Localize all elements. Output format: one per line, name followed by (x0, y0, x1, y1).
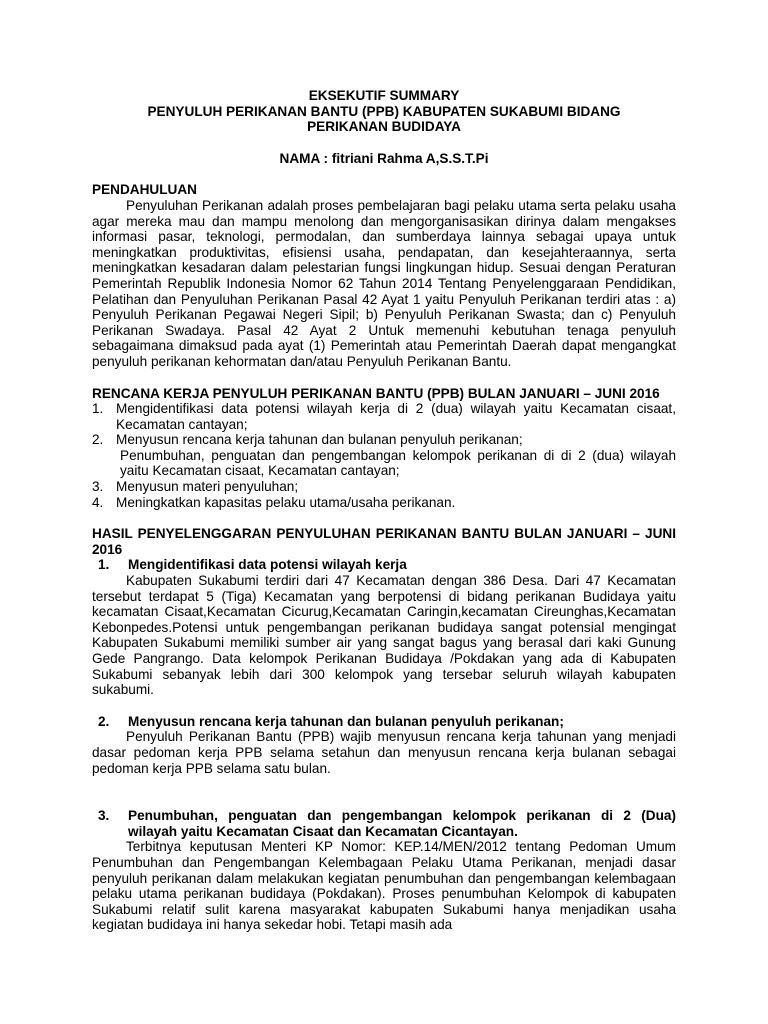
subheading-number: 3. (98, 808, 110, 824)
hasil-body-2: Penyuluh Perikanan Bantu (PPB) wajib menyusun rencana kerja tahunan yang menjadi dasar pedoman kerja PPB selama setahun dan menyusun rencana kerja bulanan sebagai pedoman kerja PPB selama satu bulan. (92, 729, 676, 776)
list-item-text: Meningkatkan kapasitas pelaku utama/usaha perikanan. (116, 494, 456, 510)
hasil-body-3: Terbitnya keputusan Menteri KP Nomor: KEP.14/MEN/2012 tentang Pedoman Umum Penumbuhan dan Pengembangan Kelembagaan Pelaku Utama Perikanan, menjadi dasar penyuluh perikanan dalam melakukan kegiatan penumbuhan dan pengembangan kelembagaan pelaku utama perikanan budidaya (Pokdakan). Proses penumbuhan Kelompok di kabupaten Sukabumi relatif sulit karena masyarakat kabupaten Sukabumi hanya menjadikan usaha kegiatan budidaya ini hanya sekedar hobi. Tetapi masih ada (92, 839, 676, 933)
list-item-number: 3. (92, 479, 104, 495)
list-item-number: 1. (92, 401, 104, 417)
list-item-text: Menyusun rencana kerja tahunan dan bulanan penyuluh perikanan; (116, 432, 523, 448)
document-title (92, 88, 676, 135)
list-item-number: 2. (92, 432, 104, 448)
title-line-2: PENYULUH PERIKANAN BANTU (PPB) KABUPATEN SUKABUMI BIDANG (147, 103, 621, 119)
document-content (92, 88, 676, 933)
rencana-heading: RENCANA KERJA PENYULUH PERIKANAN BANTU (PPB) BULAN JANUARI – JUNI 2016 (92, 385, 660, 401)
hasil-subheading-3 (92, 808, 676, 839)
author-name: NAMA : fitriani Rahma A,S.S.T.Pi (279, 150, 489, 166)
list-item-text: Menyusun materi penyuluhan; (116, 479, 299, 495)
subheading-title: Mengidentifikasi data potensi wilayah kerja (128, 557, 407, 573)
subheading-title: Menyusun rencana kerja tahunan dan bulanan penyuluh perikanan; (128, 713, 564, 729)
list-item (92, 479, 676, 495)
subheading-number: 1. (98, 557, 110, 573)
title-line-1: EKSEKUTIF SUMMARY (308, 88, 460, 103)
list-item (92, 401, 676, 432)
list-item (92, 448, 676, 479)
list-item-text: Penumbuhan, penguatan dan pengembangan kelompok perikanan di di 2 (dua) wilayah yaitu Kecamatan cisaat, Kecamatan cantayan; (120, 447, 676, 479)
list-item-text: Mengidentifikasi data potensi wilayah kerja di 2 (dua) wilayah yaitu Kecamatan cisaat, Kecamatan cantayan; (116, 401, 676, 432)
pendahuluan-body: Penyuluhan Perikanan adalah proses pembelajaran bagi pelaku utama serta pelaku usaha agar mereka mau dan mampu menolong dan mengorganisasikan dirinya dalam mengakses informasi pasar, teknologi, permodalan, dan sumberdaya lainnya sebagai upaya untuk meningkatkan produktivitas, efisiensi usaha, pendapatan, dan kesejahteraannya, serta meningkatkan kesadaran dalam pelestarian fungsi lingkungan hidup. Sesuai dengan Peraturan Pemerintah Republik Indonesia Nomor 62 Tahun 2014 Tentang Penyelenggaraan Pendidikan, Pelatihan dan Penyuluhan Perikanan Pasal 42 Ayat 1 yaitu Penyuluh Perikanan terdiri atas : a) Penyuluh Perikanan Pegawai Negeri Sipil; b) Penyuluh Perikanan Swasta; dan c) Penyuluh Perikanan Swadaya. Pasal 42 Ayat 2 Untuk memenuhi kebutuhan tenaga penyuluh sebagaimana dimaksud pada ayat (1) Pemerintah atau Pemerintah Daerah dapat mengangkat penyuluh perikanan kehormatan dan/atau Penyuluh Perikanan Bantu. (92, 197, 676, 369)
rencana-list (92, 401, 676, 510)
list-item (92, 495, 676, 511)
title-line-3: PERIKANAN BUDIDAYA (307, 119, 461, 135)
hasil-heading: HASIL PENYELENGGARAN PENYULUHAN PERIKANAN BANTU BULAN JANUARI – JUNI 2016 (92, 526, 676, 557)
list-item-number (92, 448, 120, 479)
hasil-body-1: Kabupaten Sukabumi terdiri dari 47 Kecamatan dengan 386 Desa. Dari 47 Kecamatan tersebut terdapat 5 (Tiga) Kecamatan yang berpotensi di bidang perikanan Budidaya yaitu kecamatan Cisaat,Kecamatan Cicurug,Kecamatan Caringin,kecamatan Cireunghas,Kecamatan Kebonpedes.Potensi untuk pengembangan perikanan budidaya sangat potensial mengingat Kabupaten Sukabumi memiliki sumber air yang sangat bagus yang berasal dari kaki Gunung Gede Pangrango. Data kelompok Perikanan Budidaya /Pokdakan yang ada di Kabupaten Sukabumi sebanyak lebih dari 300 kelompok yang tersebar seluruh wilayah kabupaten sukabumi. (92, 573, 676, 698)
list-item-number: 4. (92, 494, 104, 510)
list-item (92, 432, 676, 448)
hasil-subheading-1 (92, 557, 676, 573)
subheading-number: 2. (98, 713, 110, 729)
pendahuluan-heading: PENDAHULUAN (92, 182, 197, 198)
subheading-title: Penumbuhan, penguatan dan pengembangan kelompok perikanan di 2 (Dua) wilayah yaitu Kecamatan Cisaat dan Kecamatan Cicantayan. (128, 808, 676, 839)
hasil-subheading-2 (92, 714, 676, 730)
